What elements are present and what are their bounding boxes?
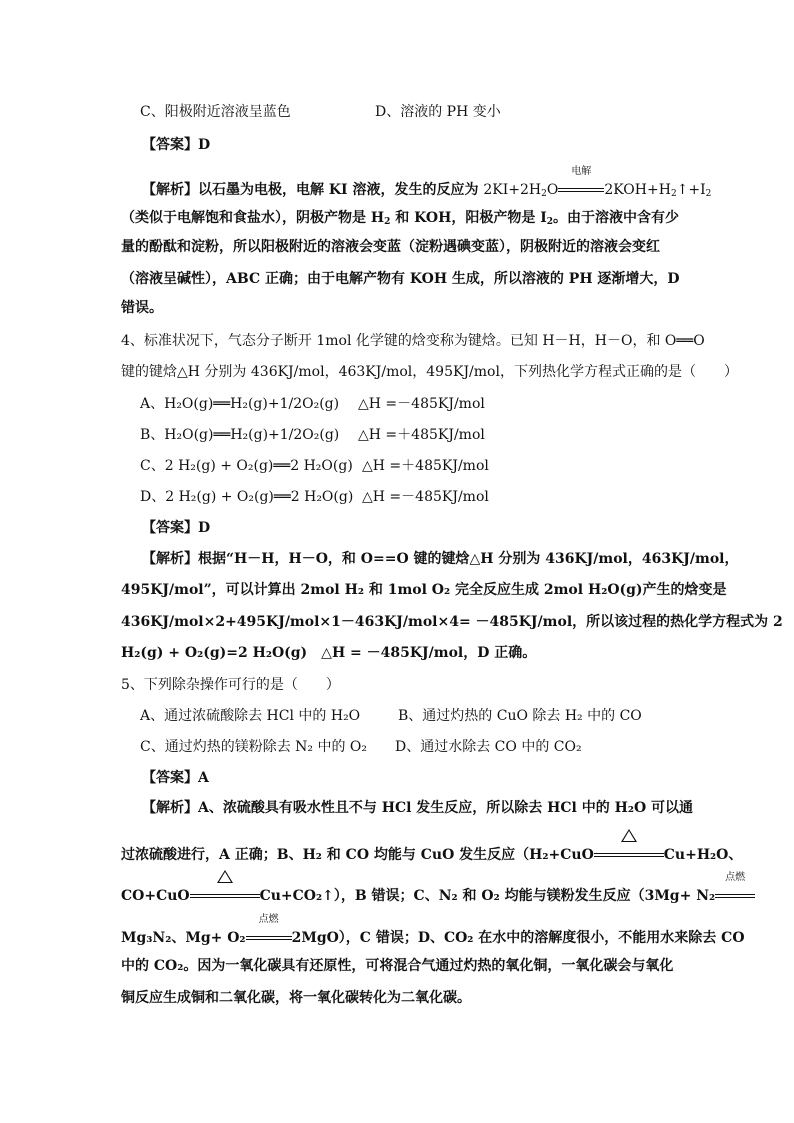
q4-option-c-dh: △H =＋485KJ/mol bbox=[362, 458, 489, 474]
q4-option-b: B、H₂O(g)══H₂(g)+1/2O₂(g) bbox=[140, 427, 340, 443]
answer-value: A bbox=[198, 770, 209, 786]
q4-answer bbox=[142, 518, 210, 538]
q5-option-c: C、通过灼热的镁粉除去 N₂ 中的 O₂ bbox=[140, 739, 368, 755]
answer-value: D bbox=[198, 520, 211, 536]
q3-analysis-line-1 bbox=[142, 166, 712, 200]
q5-option-a: A、通过浓硫酸除去 HCl 中的 H₂O bbox=[140, 708, 361, 724]
answer-label: 【答案】 bbox=[142, 770, 198, 786]
q5-option-d: D、通过水除去 CO 中的 CO₂ bbox=[395, 739, 582, 755]
q4-analysis-line-4: H₂(g) + O₂(g)=2 H₂O(g) △H = －485KJ/mol，D 正确。 bbox=[121, 645, 537, 661]
q5-analysis-line-2: 过浓硫酸进行，A 正确；B、H₂ 和 CO 均能与 CuO 发生反应（H₂+CuO Cu+H₂O、 bbox=[121, 845, 742, 865]
q4-stem-line-2: 键的键焓△H 分别为 436KJ/mol，463KJ/mol，495KJ/mol，下列热化学方程式正确的是（ ） bbox=[121, 364, 738, 380]
ignite-arrow: 点燃 bbox=[246, 928, 292, 942]
q3-analysis-line-5: 错误。 bbox=[121, 300, 163, 316]
q3-analysis-line-4: （溶液呈碱性），ABC 正确；由于电解产物有 KOH 生成，所以溶液的 PH 逐渐增大，D bbox=[121, 271, 680, 287]
q4-stem-line-1: 4、标准状况下，气态分子断开 1mol 化学键的焓变称为键焓。已知 H－H，H－O，和 O══O bbox=[121, 333, 705, 349]
analysis-text: 以石墨为电极，电解 KI 溶液，发生的反应为 bbox=[198, 182, 484, 198]
q3-analysis-line-2: （类似于电解饱和食盐水），阴极产物是 $H_2$ 和 KOH，阳极产物是 $I_2$。由于溶液中含有少 bbox=[121, 210, 680, 227]
q5-analysis-line-3: CO+CuO Cu+CO₂↑），B 错误；C、N₂ 和 O₂ 均能与镁粉发生反应（3Mg+ N₂ 点燃 bbox=[121, 886, 755, 906]
q4-option-a-dh: △H =－485KJ/mol bbox=[358, 396, 485, 412]
heating-arrow bbox=[594, 845, 664, 859]
triangle-heat-icon bbox=[217, 870, 233, 883]
q5-analysis-line-1: 【解析】A、浓硫酸具有吸水性且不与 HCl 发生反应，所以除去 HCl 中的 H₂O 可以通 bbox=[142, 800, 694, 816]
analysis-label: 【解析】 bbox=[142, 182, 198, 198]
q4-analysis-line-3: 436KJ/mol×2+495KJ/mol×1－463KJ/mol×4= －485KJ/mol，所以该过程的热化学方程式为 2 bbox=[121, 614, 783, 630]
analysis-label: 【解析】 bbox=[142, 800, 198, 816]
q4-option-a: A、H₂O(g)══H₂(g)+1/2O₂(g) bbox=[140, 396, 340, 412]
reaction-arrow: 电解 bbox=[558, 180, 604, 194]
q3-option-d: D、溶液的 PH 变小 bbox=[375, 104, 501, 120]
q5-answer bbox=[142, 768, 209, 788]
reaction-reactants: $2KI+2H_2O$ bbox=[483, 182, 559, 199]
q4-option-d-dh: △H =－485KJ/mol bbox=[362, 489, 489, 505]
analysis-label: 【解析】 bbox=[142, 551, 198, 567]
q4-option-b-dh: △H =＋485KJ/mol bbox=[358, 427, 485, 443]
reaction-products: $2KOH+H_2↑+I_2$ bbox=[604, 182, 712, 199]
q5-analysis-line-4: Mg₃N₂、Mg+ O₂ 点燃 2MgO），C 错误；D、CO₂ 在水中的溶解度很小，不能用水来除去 CO bbox=[121, 914, 745, 946]
triangle-heat-icon bbox=[621, 829, 637, 842]
heating-arrow bbox=[190, 886, 260, 900]
q5-stem: 5、下列除杂操作可行的是（ ） bbox=[121, 677, 340, 693]
q4-analysis-line-2: 495KJ/mol”，可以计算出 2mol H₂ 和 1mol O₂ 完全反应生成 2mol H₂O(g)产生的焓变是 bbox=[121, 582, 727, 598]
q3-analysis-line-3: 量的酚酞和淀粉，所以阳极附近的溶液会变蓝（淀粉遇碘变蓝），阴极附近的溶液会变红 bbox=[121, 239, 660, 255]
q5-option-b: B、通过灼热的 CuO 除去 H₂ 中的 CO bbox=[398, 708, 642, 724]
ignite-arrow: 点燃 bbox=[715, 886, 755, 900]
q5-analysis-line-6: 铜反应生成铜和二氧化碳，将一氧化碳转化为二氧化碳。 bbox=[121, 990, 471, 1006]
answer-label: 【答案】 bbox=[142, 520, 198, 536]
q4-option-c: C、2 H₂(g) + O₂(g)══2 H₂O(g) bbox=[140, 458, 353, 474]
q4-option-d: D、2 H₂(g) + O₂(g)══2 H₂O(g) bbox=[140, 489, 354, 505]
q3-option-c: C、阳极附近溶液呈蓝色 bbox=[140, 104, 291, 120]
answer-value: D bbox=[198, 137, 211, 153]
q4-analysis-line-1: 【解析】根据“H－H，H－O，和 O==O 键的键焓△H 分别为 436KJ/mol，463KJ/mol， bbox=[142, 551, 739, 567]
q3-answer bbox=[142, 135, 210, 155]
q5-analysis-line-5: 中的 CO₂。因为一氧化碳具有还原性，可将混合气通过灼热的氧化铜，一氧化碳会与氧化 bbox=[121, 958, 674, 974]
answer-label: 【答案】 bbox=[142, 137, 198, 153]
